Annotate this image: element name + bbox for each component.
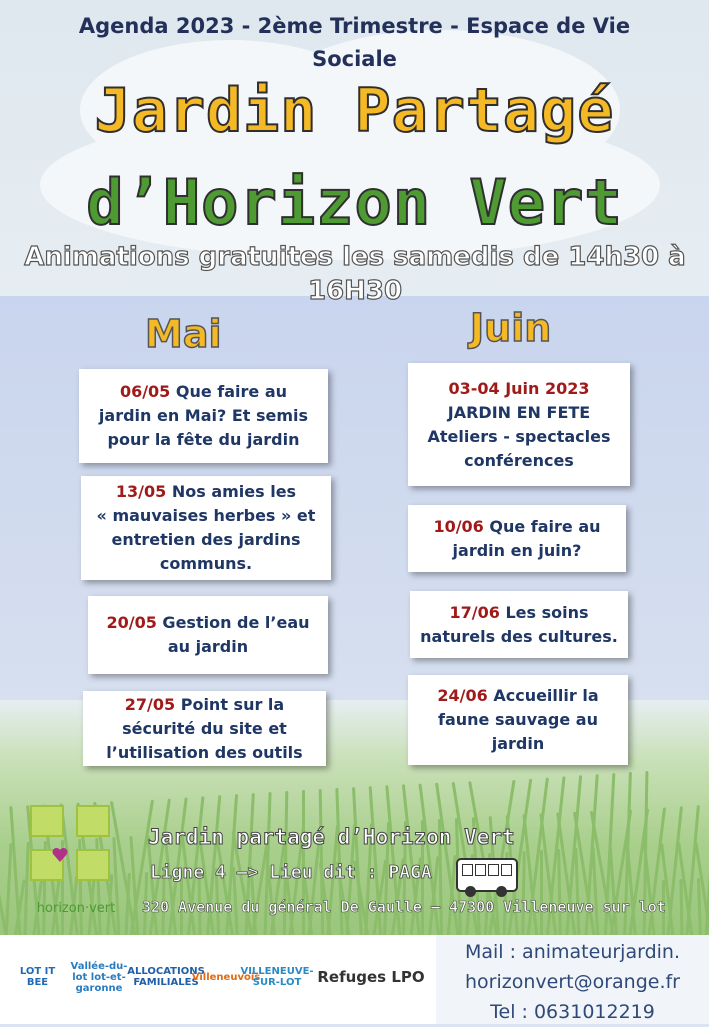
- contact-mail-2: horizonvert@orange.fr: [464, 971, 680, 993]
- event-card-mai-2: 13/05 Nos amies les « mauvaises herbes » et entretien des jardins communs.: [81, 476, 331, 580]
- bus-icon: [456, 858, 518, 892]
- partner-logo-refuges-lpo: Refuges LPO: [317, 968, 425, 986]
- grass-blade: [521, 851, 526, 940]
- street-address: 320 Avenue du général De Gaulle – 47300 Villeneuve sur lot: [142, 898, 666, 916]
- bus-line: Ligne 4 –> Lieu dit : PAGA: [150, 862, 432, 883]
- grass-blade: [540, 850, 543, 940]
- month-mai: Mai: [145, 312, 222, 356]
- month-juin: Juin: [470, 306, 552, 350]
- title-line-1: Jardin Partagé: [94, 76, 615, 146]
- event-card-mai-3: 20/05 Gestion de l’eau au jardin: [88, 596, 328, 674]
- event-card-juin-3: 17/06 Les soins naturels des cultures.: [410, 591, 628, 658]
- partner-logo-villeneuve-sur-lot: VILLENEUVE-SUR-LOT: [240, 966, 314, 988]
- location-name: Jardin partagé d’Horizon Vert: [148, 825, 515, 849]
- partner-logo-lotitbee: LOT IT BEE: [19, 966, 56, 988]
- logo-text: horizon·vert: [36, 901, 116, 916]
- partner-logo-villeneuvois: Villeneuvois: [191, 971, 261, 983]
- horizon-vert-logo: [30, 805, 122, 917]
- grass-blade: [704, 804, 709, 940]
- event-card-juin-2: 10/06 Que faire au jardin en juin?: [408, 505, 626, 572]
- agenda-heading: Agenda 2023 - 2ème Trimestre - Espace de Vie Sociale: [78, 14, 631, 71]
- event-card-juin-4: 24/06 Accueillir la faune sauvage au jardin: [408, 675, 628, 765]
- partner-logo-vallee-du-lot: Vallée-du-lot lot-et-garonne: [70, 960, 128, 994]
- grass-blade: [23, 842, 29, 940]
- grass-blade: [4, 843, 12, 940]
- contact-phone: Tel : 0631012219: [490, 1001, 655, 1023]
- event-card-mai-1: 06/05 Que faire au jardin en Mai? Et semis pour la fête du jardin: [79, 369, 328, 463]
- subtitle: Animations gratuites les samedis de 14h30 à 16H30: [24, 242, 686, 306]
- partner-logo-caf: ALLOCATIONS FAMILIALES: [127, 966, 205, 988]
- event-card-juin-1: 03-04 Juin 2023 JARDIN EN FETE Ateliers - spectacles conférences: [408, 363, 630, 486]
- grass-blade: [557, 849, 562, 940]
- contact-mail-1: Mail : animateurjardin.: [464, 941, 680, 963]
- contact-box: [436, 935, 709, 1024]
- title-line-2: d’Horizon Vert: [86, 166, 623, 239]
- heart-icon: [50, 845, 70, 865]
- event-card-mai-4: 27/05 Point sur la sécurité du site et l’utilisation des outils: [83, 691, 326, 766]
- grass-blade: [574, 848, 580, 940]
